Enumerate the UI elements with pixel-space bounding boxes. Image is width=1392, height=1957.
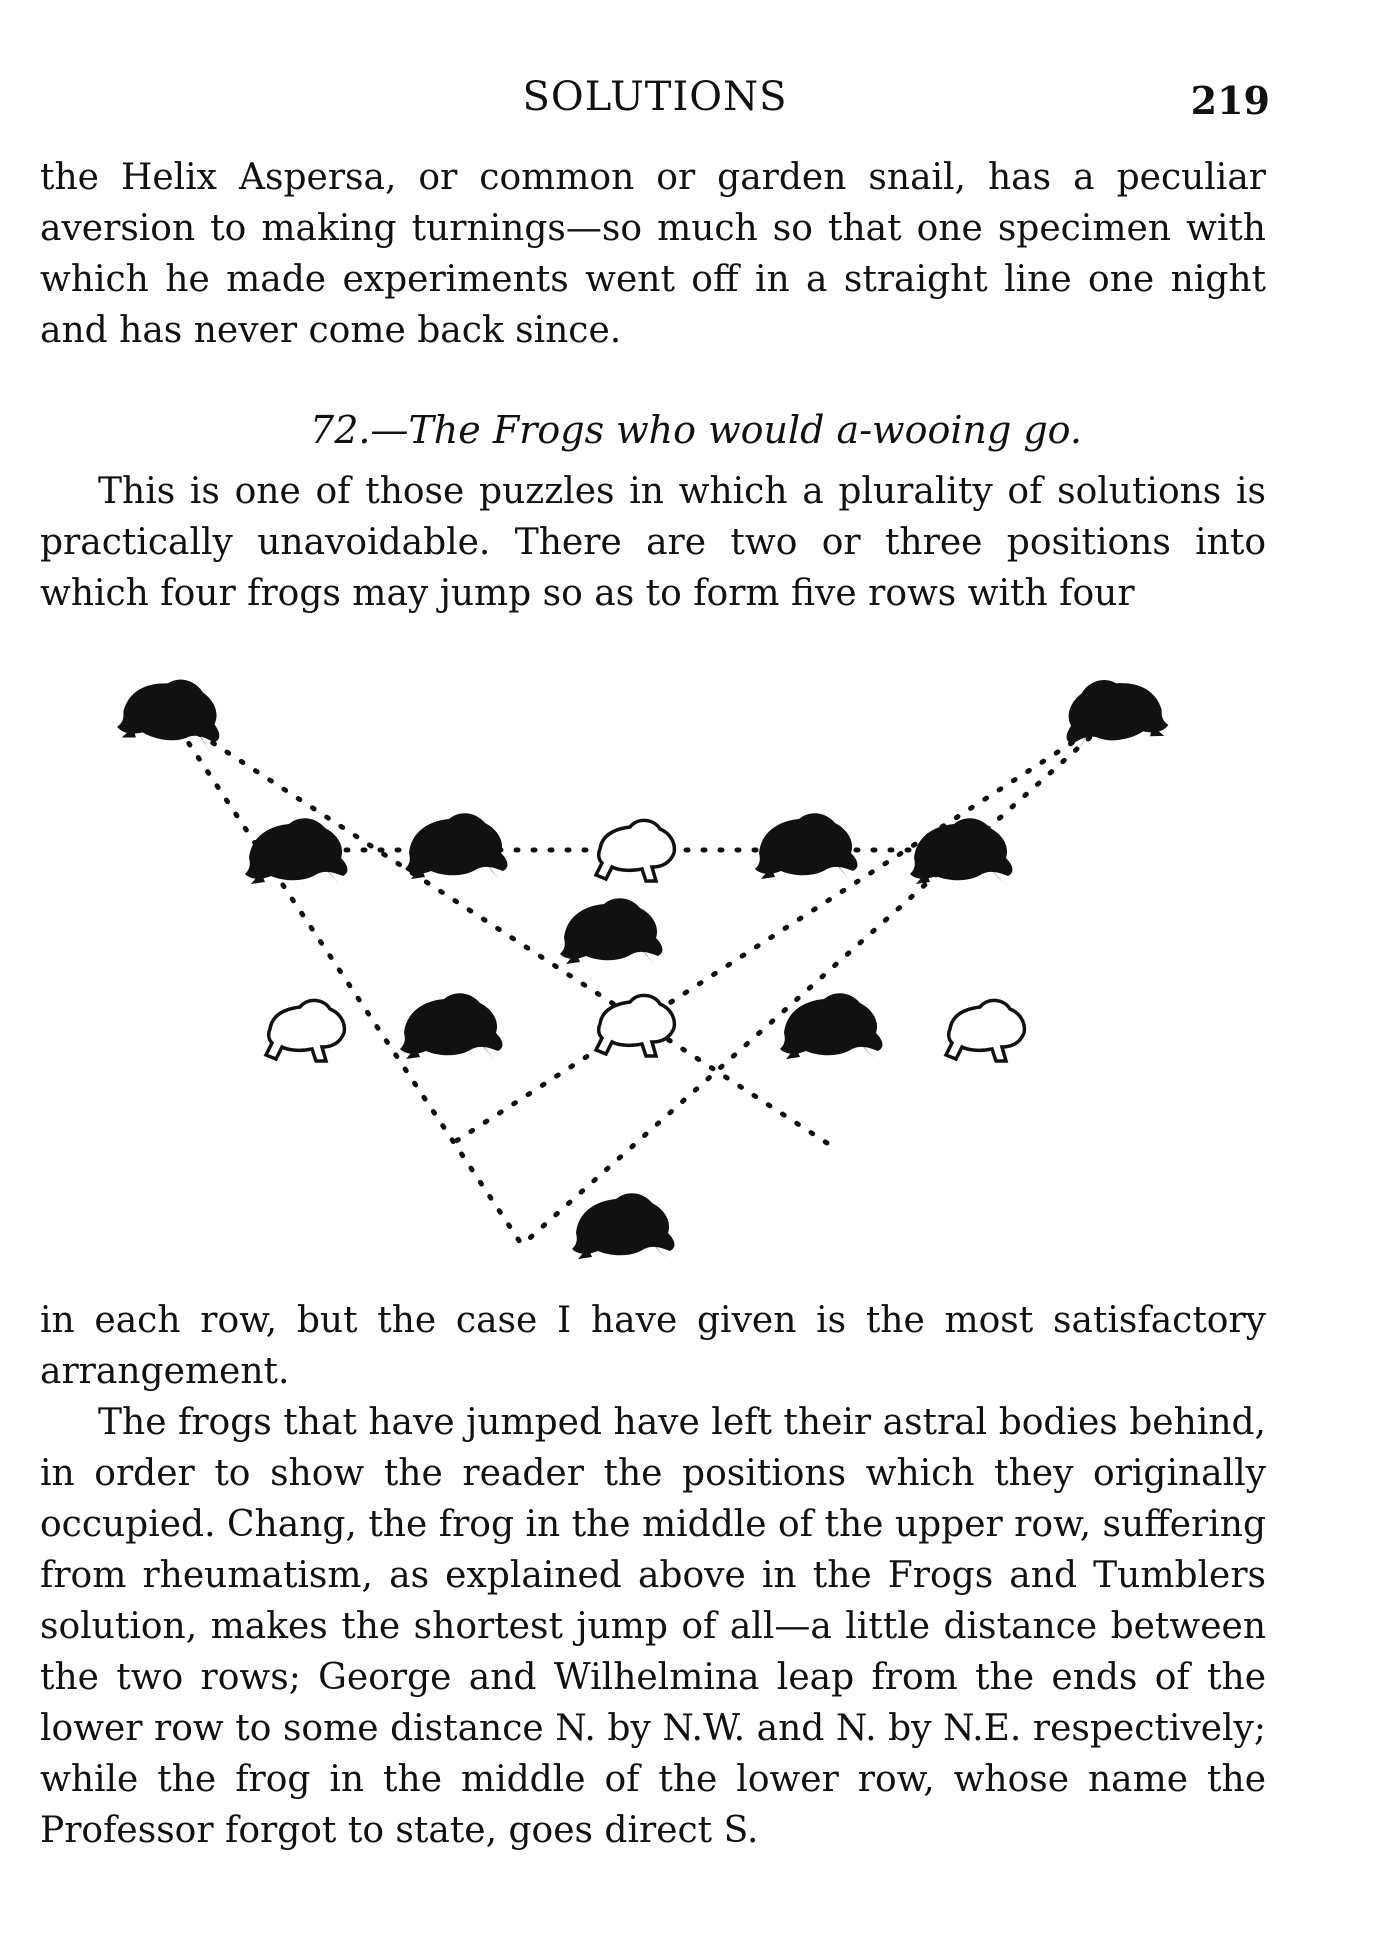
- frog-top-left: [116, 672, 227, 751]
- frog-lower-row-4: [780, 993, 882, 1059]
- page-number: 219: [1190, 78, 1270, 123]
- frog-lower-row-1: [266, 1000, 344, 1061]
- running-head: SOLUTIONS: [522, 74, 788, 120]
- frog-upper-row-5: [910, 818, 1012, 884]
- paragraph-2: in each row, but the case I have given is the most satisfactory arrangement.: [40, 1300, 1266, 1392]
- frog-lower-row-3: [596, 995, 674, 1056]
- frog-middle: [560, 898, 662, 964]
- frog-top-right: [1058, 670, 1170, 753]
- paragraph-3: The frogs that have jumped have left their astral bodies behind, in order to show the reader the positions which they originally occupied. Chang, the frog in the middle of the upper row, suffering from rheumatism, as explained above in the Frogs and Tumblers solution, makes the shortest jump of all—a little distance between the two rows; George and Wilhelmina leap from the ends of the lower row to some distance N. by N.W. and N. by N.E. respectively; while the frog in the middle of the lower row, whose name the Professor forgot to state, goes direct S.: [40, 1402, 1266, 1851]
- row-line-top-right-to-lower-row-2: [450, 715, 1115, 1145]
- intro-paragraph: the Helix Aspersa, or common or garden snail, has a peculiar aversion to making turnings—so much so that one specimen with which he made experiments went off in a straight line one night and has never come back since.: [40, 157, 1266, 351]
- page-header: [40, 74, 1270, 124]
- frogs: [116, 670, 1170, 1259]
- frog-lower-row-2: [400, 993, 502, 1059]
- frog-upper-row-4: [755, 813, 857, 879]
- frog-lower-row-5: [946, 1000, 1024, 1061]
- frog-upper-row-1: [245, 818, 347, 884]
- row-line-top-right-to-bottom: [522, 715, 1115, 1245]
- section-heading: 72.—The Frogs who would a-wooing go.: [310, 408, 1082, 452]
- frogs-diagram: [110, 640, 1190, 1260]
- row-line-top-left-to-lower-row-4: [170, 715, 830, 1145]
- frog-bottom: [572, 1193, 674, 1259]
- frog-upper-row-2: [405, 813, 507, 879]
- row-line-top-left-to-bottom: [170, 715, 522, 1245]
- paragraph-1: This is one of those puzzles in which a plurality of solutions is practically unavoidable. There are two or three positions into which four frogs may jump so as to form five rows with four: [40, 471, 1266, 614]
- dotted-lines: [170, 715, 1115, 1245]
- frog-upper-row-3: [596, 820, 674, 881]
